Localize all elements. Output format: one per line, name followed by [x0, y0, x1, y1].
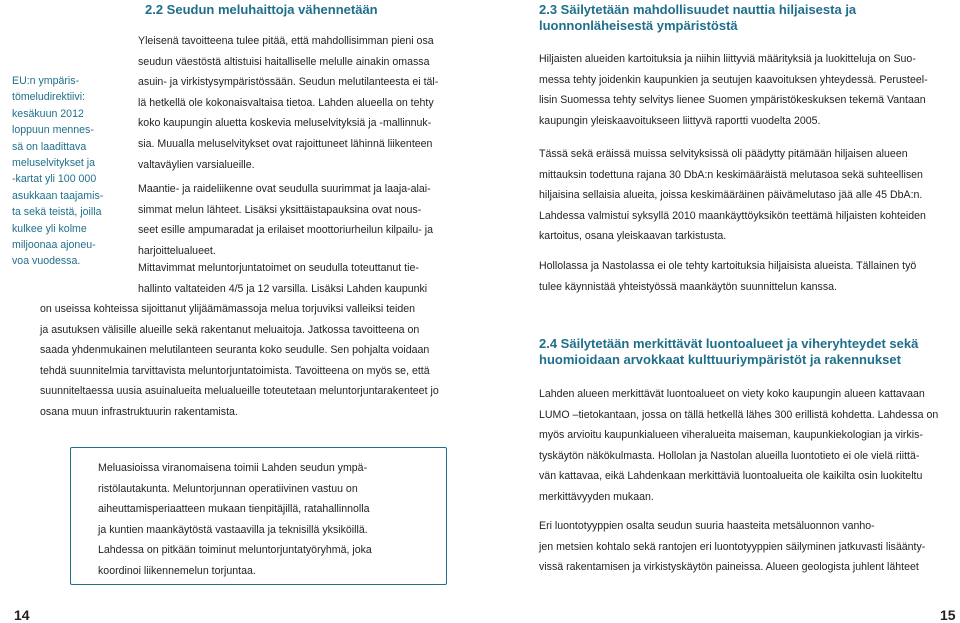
- left-paragraph-3: [40, 299, 439, 423]
- text-line: LUMO –tietokantaan, jossa on tällä hetkellä lähes 300 erillistä kohdetta. Lahdessa on: [539, 408, 939, 421]
- heading-line: luonnonläheisestä ympäristöstä: [539, 18, 738, 33]
- text-line: kartoitus, osana yleiskaavan tarkistusta.: [539, 230, 727, 243]
- text-line: Mittavimmat meluntorjuntatoimet on seudulla toteuttanut tie-: [138, 262, 419, 274]
- text-line: suunniteltaessa uusia asuinalueita melualueille toteutetaan meluntorjuntarakenteet jo: [40, 385, 439, 398]
- right-paragraph-1: [539, 49, 928, 131]
- section-heading-2-2: 2.2 Seudun meluhaittoja vähennetään: [145, 2, 378, 17]
- info-box-text: [98, 458, 372, 582]
- text-line: Tässä sekä eräissä muissa selvityksissä oli päädytty pitämään hiljaisen alueen: [539, 148, 908, 160]
- text-line: on useissa kohteissa sijoittanut ylijäämämassoja melua torjuviksi valleiksi teiden: [40, 303, 416, 315]
- heading-line: huomioidaan arvokkaat kulttuuriympäristöt ja rakennukset: [539, 352, 901, 367]
- text-line: valtaväylien varsialueille.: [138, 158, 255, 171]
- text-line: seudun väestöstä altistuisi haitalliselle melulle ainakin omassa: [138, 55, 430, 68]
- text-line: Meluasioissa viranomaisena toimii Lahden seudun ympä-: [98, 462, 368, 474]
- text-line: ja asutuksen välisille alueille sekä rakentanut meluaitoja. Jatkossa tavoitteena on: [40, 323, 420, 336]
- text-line: Maantie- ja raideliikenne ovat seudulla suurimmat ja laaja-alai-: [138, 183, 431, 195]
- text-line: tyskäytön näkökulmasta. Hollolan ja Nastolan alueilla luontotieto ei ole vielä riittä-: [539, 449, 920, 462]
- sidebar-note: [12, 73, 103, 270]
- sidebar-line: kesäkuun 2012: [12, 107, 84, 120]
- right-paragraph-5: [539, 516, 925, 578]
- sidebar-line: asukkaan taajamis-: [12, 189, 104, 202]
- heading-line: 2.4 Säilytetään merkittävät luontoalueet ja viheryhteydet sekä: [539, 336, 919, 351]
- text-line: lä hetkellä ole kokonaisvaltaisa tietoa. Lahden alueella on tehty: [138, 96, 434, 109]
- sidebar-line: voa vuodessa.: [12, 255, 81, 268]
- sidebar-line: meluselvitykset ja: [12, 156, 96, 169]
- sidebar-line: miljoonaa ajoneu-: [12, 238, 96, 251]
- text-line: Hollolassa ja Nastolassa ei ole tehty kartoituksia hiljaisista alueista. Tällainen työ: [539, 260, 917, 272]
- sidebar-line: kulkee yli kolme: [12, 222, 87, 235]
- sidebar-line: tömeludirektiivi:: [12, 91, 86, 104]
- text-line: harjoittelualueet.: [138, 244, 216, 257]
- text-line: messa tehty joidenkin kaupunkien ja seutujen kaavoituksen yhteydessä. Perusteel-: [539, 73, 928, 86]
- text-line: kaupungin yleiskaavoitukseen liittyvä raportti vuodelta 2005.: [539, 114, 821, 127]
- right-paragraph-3: [539, 256, 916, 297]
- text-line: tulee käynnistää yhteistyössä maankäytön suunnittelun kanssa.: [539, 280, 837, 293]
- text-line: simmat melun lähteet. Lisäksi yksittäistapauksina ovat nous-: [138, 203, 422, 216]
- text-line: merkittävyyden mukaan.: [539, 490, 654, 503]
- left-paragraph-3-indent: [138, 258, 427, 299]
- text-line: hallinto valtateiden 4/5 ja 12 varsilla. Lisäksi Lahden kaupunki: [138, 282, 428, 295]
- text-line: asuin- ja virkistysympäristössään. Seudun melutilanteesta ei täl-: [138, 76, 439, 89]
- text-line: hiljaisina sellaisia alueita, joissa keskimääräinen päivämelutaso jää alle 45 DbA:n.: [539, 189, 923, 202]
- sidebar-line: sä on laadittava: [12, 140, 87, 153]
- page-number-left: 14: [14, 607, 30, 623]
- text-line: myös arvioitu kaupunkialueen viheralueita maiseman, kaupunkiekologian ja virkis-: [539, 429, 923, 442]
- text-line: koordinoi liikennemelun torjuntaa.: [98, 564, 256, 577]
- text-line: koko kaupungin aluetta koskevia meluselvityksiä ja -mallinnuk-: [138, 117, 432, 130]
- sidebar-line: loppuun mennes-: [12, 124, 94, 137]
- text-line: sia. Muualla meluselvitykset ovat rajoittuneet lähinnä liikenteen: [138, 137, 433, 150]
- left-paragraph-1: [138, 31, 438, 175]
- text-line: jen metsien kohtalo sekä rantojen eri luontotyyppien säilyminen jatkuvasti lisäänty-: [539, 540, 926, 553]
- text-line: vän kattavaa, eikä Lahdenkaan merkittäviä luontoalueita ole kaikilta osin luokiteltu: [539, 470, 923, 483]
- heading-line: 2.3 Säilytetään mahdollisuudet nauttia hiljaisesta ja: [539, 2, 857, 17]
- text-line: mittauksin todettuna rajana 30 DbA:n keskimääräistä melutasoa sekä suhteellisen: [539, 168, 923, 181]
- page-number-right: 15: [940, 607, 956, 623]
- text-line: Yleisenä tavoitteena tulee pitää, että mahdollisimman pieni osa: [138, 35, 434, 47]
- text-line: tehdä suunnitelmia tarvittavista meluntorjuntatoimista. Tavoitteena on myös se, että: [40, 364, 430, 377]
- text-line: Lahdessa valmistui syksyllä 2010 maankäyttöyksikön teettämä hiljaisten kohteiden: [539, 209, 926, 222]
- text-line: Eri luontotyyppien osalta seudun suuria haasteita metsäluonnon vanho-: [539, 520, 875, 532]
- text-line: lisin Suomessa tehty selvitys lienee Suomen ympäristökeskuksen tekemä Vantaan: [539, 94, 926, 107]
- right-paragraph-4: [539, 384, 938, 508]
- text-line: ja kuntien maankäytöstä vastaavilla ja teknisillä yksiköillä.: [98, 523, 368, 536]
- info-box: [70, 447, 447, 585]
- text-line: aiheuttamisperiaatteen mukaan tienpitäjillä, ratahallinnolla: [98, 503, 370, 516]
- text-line: Lahdessa on pitkään toiminut meluntorjuntatyöryhmä, joka: [98, 544, 372, 557]
- text-line: ristölautakunta. Meluntorjunnan operatiivinen vastuu on: [98, 482, 358, 495]
- right-paragraph-2: [539, 144, 926, 247]
- left-paragraph-2: [138, 179, 433, 261]
- text-line: saada yhdenmukainen melutilanteen seuranta koko seudulle. Sen pohjalta voidaan: [40, 344, 430, 357]
- sidebar-line: ta sekä teistä, joilla: [12, 206, 102, 219]
- sidebar-line: -kartat yli 100 000: [12, 173, 97, 186]
- section-heading-2-4: [539, 336, 918, 368]
- text-line: Hiljaisten alueiden kartoituksia ja niihin liittyviä määrityksiä ja luokitteluja on Suo-: [539, 53, 916, 65]
- section-heading-2-3: [539, 2, 856, 34]
- text-line: osana muun infrastruktuurin rakentamista.: [40, 405, 238, 418]
- sidebar-line: EU:n ympäris-: [12, 75, 80, 87]
- text-line: vissä rakentamisen ja virkistyskäytön paineissa. Alueen geologista juhlent lähteet: [539, 561, 919, 574]
- text-line: Lahden alueen merkittävät luontoalueet on viety koko kaupungin alueen kattavaan: [539, 388, 925, 400]
- text-line: seet esille ampumaradat ja erilaiset moottoriurheilun kilpailu- ja: [138, 224, 434, 237]
